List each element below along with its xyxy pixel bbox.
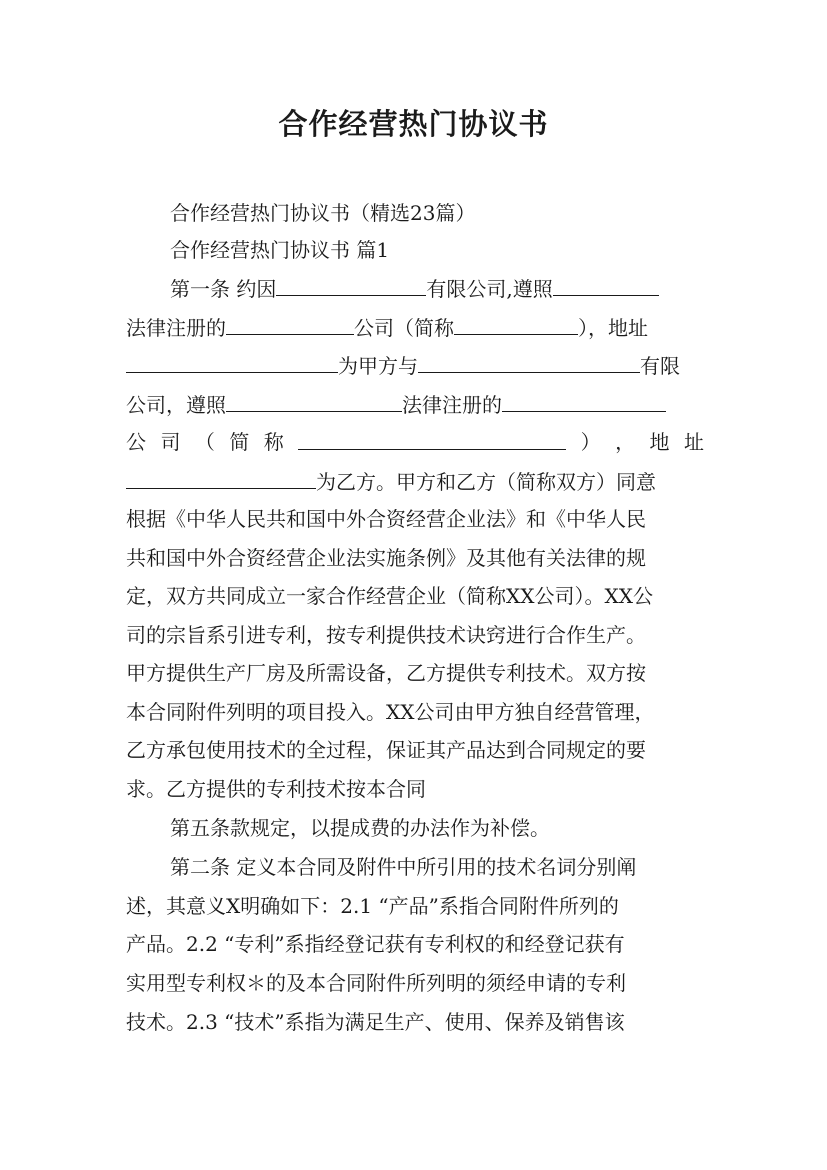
text-fragment: 公司（简称 bbox=[354, 316, 454, 340]
blank-field bbox=[226, 308, 354, 335]
text-fragment: 法律注册的 bbox=[126, 316, 226, 340]
para1-line10: 司的宗旨系引进专利，按专利提供技术诀窍进行合作生产。 bbox=[126, 623, 646, 647]
text-fragment: 有限公司,遵照 bbox=[426, 277, 553, 301]
text-fragment: ， bbox=[615, 430, 636, 454]
text-fragment: 称 bbox=[263, 430, 284, 454]
para3-line4: 实用型专利权＊的及本合同附件所列明的须经申请的专利 bbox=[126, 971, 626, 995]
text-fragment: 地 bbox=[649, 430, 670, 454]
para2-line1: 第五条款规定，以提成费的办法作为补偿。 bbox=[170, 816, 550, 840]
para1-line5 bbox=[126, 423, 704, 461]
text-fragment: 简 bbox=[229, 430, 250, 454]
blank-field bbox=[502, 385, 666, 412]
blank-field bbox=[126, 346, 338, 373]
blank-field bbox=[553, 269, 659, 296]
document-title: 合作经营热门协议书 bbox=[278, 107, 549, 141]
para3-line3: 产品。2.2 “专利”系指经登记获有专利权的和经登记获有 bbox=[126, 932, 625, 956]
para1-line2 bbox=[126, 308, 704, 346]
text-fragment: 址 bbox=[683, 430, 704, 454]
para3-line2: 述，其意义X明确如下：2.1 “产品”系指合同附件所列的 bbox=[126, 894, 619, 918]
text-fragment: 第一条 约因 bbox=[170, 277, 277, 301]
para3-line1: 第二条 定义本合同及附件中所引用的技术名词分别阐 bbox=[170, 855, 637, 879]
para1-line3 bbox=[126, 346, 704, 384]
para1-line4 bbox=[126, 385, 704, 423]
para1-line12: 本合同附件列明的项目投入。XX公司由甲方独自经营管理， bbox=[126, 700, 655, 724]
text-fragment: 有限 bbox=[640, 354, 680, 378]
blank-field bbox=[226, 385, 402, 412]
section-heading: 合作经营热门协议书 篇1 bbox=[170, 238, 390, 262]
para1-line1 bbox=[170, 269, 704, 307]
blank-field bbox=[298, 423, 566, 450]
blank-field bbox=[454, 308, 578, 335]
text-fragment: （ bbox=[194, 430, 215, 454]
blank-field bbox=[418, 346, 640, 373]
text-fragment: ） bbox=[580, 430, 601, 454]
text-fragment: 为乙方。甲方和乙方（简称双方）同意 bbox=[316, 470, 656, 494]
blank-field bbox=[276, 269, 426, 296]
text-fragment: 公 bbox=[126, 430, 146, 454]
text-fragment: 司 bbox=[160, 430, 181, 454]
text-fragment: 公司，遵照 bbox=[126, 393, 226, 417]
blank-field bbox=[126, 462, 316, 489]
para1-line6 bbox=[126, 462, 704, 500]
text-fragment: 法律注册的 bbox=[402, 393, 502, 417]
para3-line5: 技术。2.3 “技术”系指为满足生产、使用、保养及销售该 bbox=[126, 1010, 625, 1034]
text-fragment: ），地址 bbox=[578, 316, 648, 340]
document-subtitle: 合作经营热门协议书（精选23篇） bbox=[170, 201, 476, 225]
para1-line13: 乙方承包使用技术的全过程，保证其产品达到合同规定的要 bbox=[126, 738, 646, 762]
para1-line14: 求。乙方提供的专利技术按本合同 bbox=[126, 777, 426, 801]
para1-line11: 甲方提供生产厂房及所需设备，乙方提供专利技术。双方按 bbox=[126, 661, 646, 685]
para1-line8: 共和国中外合资经营企业法实施条例》及其他有关法律的规 bbox=[126, 546, 646, 570]
text-fragment: 为甲方与 bbox=[338, 354, 418, 378]
para1-line7: 根据《中华人民共和国中外合资经营企业法》和《中华人民 bbox=[126, 507, 646, 531]
para1-line9: 定，双方共同成立一家合作经营企业（简称XX公司）。XX公 bbox=[126, 584, 653, 608]
